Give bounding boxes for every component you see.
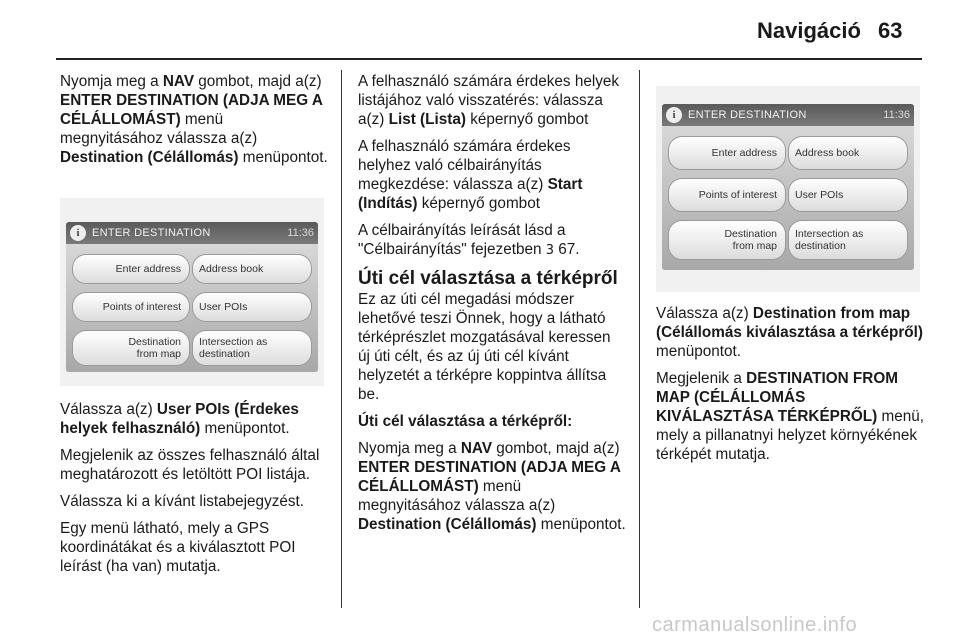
bold-text: Destination (Célállomás) — [358, 516, 537, 533]
text: gombot, majd a(z) — [194, 73, 322, 90]
points-of-interest-button[interactable] — [72, 292, 190, 322]
page-number: 63 — [878, 18, 903, 43]
paragraph — [60, 400, 328, 438]
column-2 — [358, 72, 626, 542]
column-divider-1 — [341, 70, 342, 608]
enter-address-button[interactable] — [668, 136, 786, 170]
button-label: Enter address — [115, 263, 181, 275]
column-3 — [656, 304, 924, 472]
text: menü megnyitásához válassza a(z) — [60, 111, 258, 147]
label-line: Destination — [724, 228, 777, 240]
intersection-as-destination-button[interactable] — [788, 220, 908, 260]
button-label: Points of interest — [698, 189, 777, 201]
text: A felhasználó számára érdekes helyek listájához való visszatérés: válassza a(z) — [358, 73, 620, 128]
paragraph — [358, 221, 626, 260]
text: menüpontot. — [238, 149, 328, 166]
button-label — [795, 228, 863, 252]
bold-text: NAV — [460, 440, 493, 457]
text: 67. — [554, 241, 580, 258]
column-divider-2 — [639, 70, 640, 608]
bold-text: List (Lista) — [388, 111, 466, 128]
paragraph — [358, 72, 626, 129]
bold-text: ENTER DESTINATION (ADJA MEG A CÉLÁLLOMÁST) — [60, 92, 323, 128]
text: gombot, majd a(z) — [492, 440, 620, 457]
enter-destination-screen — [66, 222, 318, 372]
enter-destination-screen — [662, 104, 914, 270]
info-icon: i — [70, 225, 86, 241]
screen-illustration-1 — [60, 198, 324, 386]
page-header — [0, 0, 960, 62]
user-pois-button[interactable] — [788, 178, 908, 212]
watermark: carmanualsonline.info — [652, 614, 858, 636]
button-label: User POIs — [199, 301, 248, 313]
text: Válassza a(z) — [656, 305, 753, 322]
bold-text: NAV — [162, 73, 195, 90]
label-line: destination — [795, 240, 846, 252]
text: menü, mely a pillanatnyi helyzet környékének térképét mutatja. — [656, 408, 925, 463]
column-1-lower — [60, 400, 328, 584]
sub-heading: Úti cél választása a térképről: — [358, 413, 573, 430]
screen-body — [66, 244, 318, 372]
screen-title: ENTER DESTINATION — [92, 227, 211, 239]
label-line: Intersection as — [795, 228, 864, 240]
text: Nyomja meg a — [60, 73, 163, 90]
paragraph: Ez az úti cél megadási módszer lehetővé teszi Önnek, hogy a látható térképrészlet mozgatásával keressen új úti célt, és az új úti cél kívánt helyzetét a térképre koppintva állítsa be. — [358, 291, 611, 403]
enter-address-button[interactable] — [72, 254, 190, 284]
info-icon: i — [666, 107, 682, 123]
paragraph — [358, 137, 626, 213]
text: képernyő gombot — [417, 195, 540, 212]
bold-text: Destination (Célállomás) — [60, 149, 239, 166]
button-label — [199, 336, 267, 360]
paragraph — [656, 304, 924, 361]
text: menüpontot. — [656, 343, 742, 360]
paragraph — [60, 72, 328, 167]
screen-clock: 11:36 — [883, 109, 910, 121]
paragraph — [358, 439, 626, 534]
button-label: Points of interest — [102, 301, 181, 313]
button-label: Address book — [795, 147, 860, 159]
label-line: Destination — [128, 336, 181, 348]
paragraph: Válassza ki a kívánt listabejegyzést. — [60, 493, 305, 510]
bold-text: Destination from map (Célállomás kiválasztása a térképről) — [656, 305, 923, 341]
header-rule — [56, 58, 922, 60]
destination-from-map-button[interactable] — [668, 220, 786, 260]
text: menü megnyitásához válassza a(z) — [358, 478, 556, 514]
paragraph: Megjelenik az összes felhasználó által meghatározott és letöltött POI listája. — [60, 447, 320, 483]
button-label: Address book — [199, 263, 264, 275]
button-label: User POIs — [795, 189, 844, 201]
label-line: destination — [199, 348, 250, 360]
address-book-button[interactable] — [192, 254, 312, 284]
button-label — [724, 228, 777, 252]
screen-titlebar — [66, 222, 318, 244]
label-line: Intersection as — [199, 336, 268, 348]
column-1 — [60, 72, 328, 175]
bold-text: ENTER DESTINATION (ADJA MEG A CÉLÁLLOMÁST) — [358, 459, 621, 495]
text: A felhasználó számára érdekes helyhez való célbairányítás megkezdése: válassza a(z) — [358, 138, 571, 193]
bold-text: User POIs (Érdekes helyek felhasználó) — [60, 401, 299, 437]
screen-clock: 11:36 — [287, 227, 314, 239]
screen-illustration-2 — [656, 86, 920, 292]
text: képernyő gombot — [465, 111, 589, 128]
text: menüpontot. — [200, 420, 290, 437]
screen-title: ENTER DESTINATION — [688, 109, 807, 121]
label-line: from map — [136, 348, 181, 360]
screen-titlebar — [662, 104, 914, 126]
button-label: Enter address — [711, 147, 777, 159]
user-pois-button[interactable] — [192, 292, 312, 322]
address-book-button[interactable] — [788, 136, 908, 170]
text: Válassza a(z) — [60, 401, 157, 418]
paragraph — [656, 369, 924, 464]
text: menüpontot. — [536, 516, 626, 533]
bold-text: DESTINATION FROM MAP (CÉLÁLLOMÁS KIVÁLASZTÁSA TÉRKÉPRŐL) — [656, 370, 898, 425]
section-title-header: Navigáció — [757, 18, 861, 43]
text: Nyomja meg a — [358, 440, 461, 457]
text: Megjelenik a — [656, 370, 747, 387]
intersection-as-destination-button[interactable] — [192, 330, 312, 366]
label-line: from map — [732, 240, 777, 252]
paragraph: Egy menü látható, mely a GPS koordinátákat és a kiválasztott POI leírást (ha van) mutatja. — [60, 520, 296, 575]
section-heading: Úti cél választása a térképről — [358, 268, 618, 289]
destination-from-map-button[interactable] — [72, 330, 190, 366]
screen-body — [662, 126, 914, 270]
page-arrow-icon: 3 — [545, 243, 555, 258]
points-of-interest-button[interactable] — [668, 178, 786, 212]
bold-text: Start (Indítás) — [358, 176, 583, 212]
button-label — [128, 336, 181, 360]
text: A célbairányítás leírását lásd a "Célbairányítás" fejezetben — [358, 222, 566, 258]
